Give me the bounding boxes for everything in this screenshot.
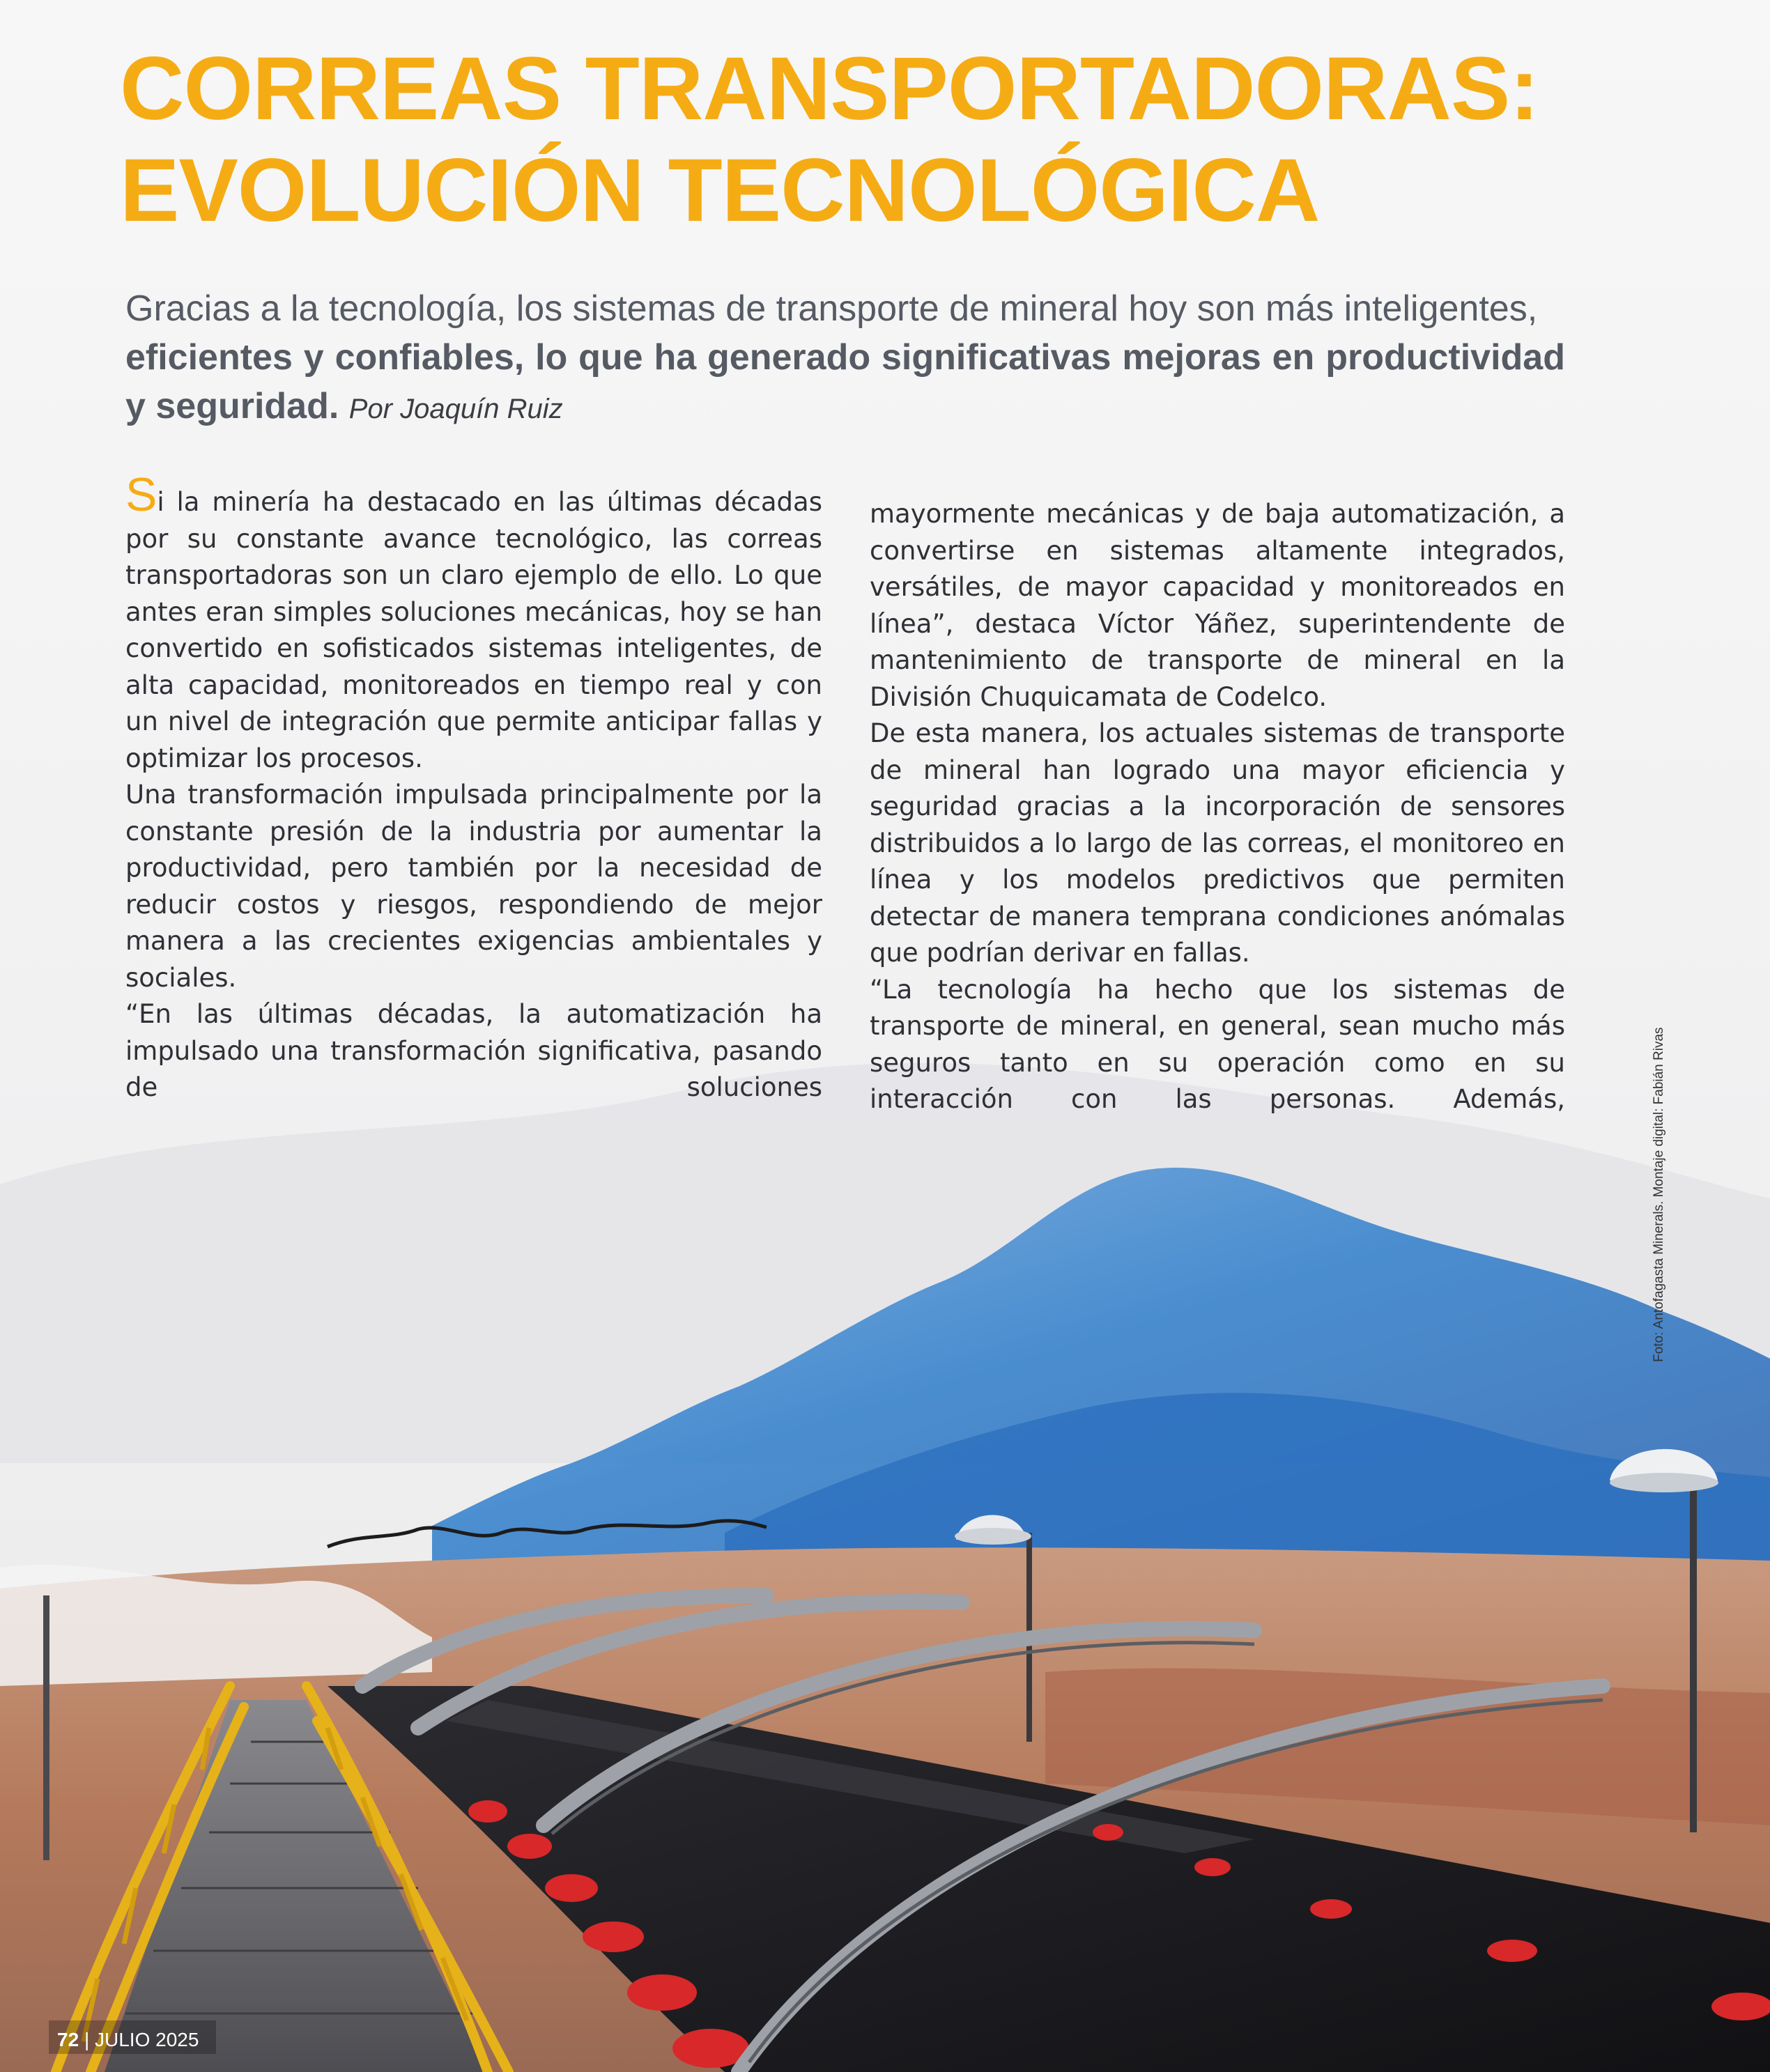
paragraph: “La tecnología ha hecho que los sistemas de transporte de mineral, en general, sean mucho más seguros tanto en su operación como en su interacción con las personas. Además, [870,974,1565,1114]
page-number: 72 [57,2029,79,2050]
issue-date: JULIO 2025 [95,2029,199,2050]
body-column-left [125,468,822,1106]
paragraph: mayormente mecánicas y de baja automatización, a convertirse en sistemas altamente integrados, versátiles, de mayor capacidad y monitoreados en línea”, destaca Víctor Yáñez, superintendente de mantenimiento de transporte de mineral en la División Chuquicamata de Codelco. [870,499,1565,712]
article-lead [125,284,1565,433]
paragraph [125,468,822,777]
lead-line-1: Gracias a la tecnología, los sistemas de transporte de mineral hoy son más inteligentes, [125,288,1538,329]
article-title [120,38,1695,242]
page-folio [57,2029,199,2051]
title-line-1: CORREAS TRANSPORTADORAS: [120,39,1539,139]
photo-credit: Foto: Antofagasta Minerals. Montaje digital: Fabián Rivas [1652,1027,1666,1362]
lead-rest: eficientes y confiables, lo que ha generado significativas mejoras en productividad y seguridad. [125,337,1565,426]
body-column-right [870,496,1565,1118]
folio-separator: | [84,2029,90,2050]
drop-cap: S [125,468,157,521]
paragraph: Una transformación impulsada principalmente por la constante presión de la industria por aumentar la productividad, pero también por la necesidad de reducir costos y riesgos, respondiendo de mejor manera a las crecientes exigencias ambientales y sociales. [125,780,822,993]
paragraph: “En las últimas décadas, la automatización ha impulsado una transformación significativa, pasando de soluciones [125,999,822,1102]
paragraph: De esta manera, los actuales sistemas de transporte de mineral han logrado una mayor eficiencia y seguridad gracias a la incorporación de sensores distribuidos a lo largo de las correas, el monitoreo en línea y los modelos predictivos que permiten detectar de manera temprana condiciones anómalas que podrían derivar en fallas. [870,718,1565,968]
paragraph-text: i la minería ha destacado en las últimas décadas por su constante avance tecnológico, las correas transportadoras son un claro ejemplo de ello. Lo que antes eran simples soluciones mecánicas, hoy se han convertido en sofisticados sistemas inteligentes, de alta capacidad, monitoreados en tiempo real y con un nivel de integración que permite anticipar fallas y optimizar los procesos. [125,487,822,773]
title-line-2: EVOLUCIÓN TECNOLÓGICA [120,141,1320,240]
byline: Por Joaquín Ruiz [348,394,563,424]
pole-left [43,1595,49,1860]
